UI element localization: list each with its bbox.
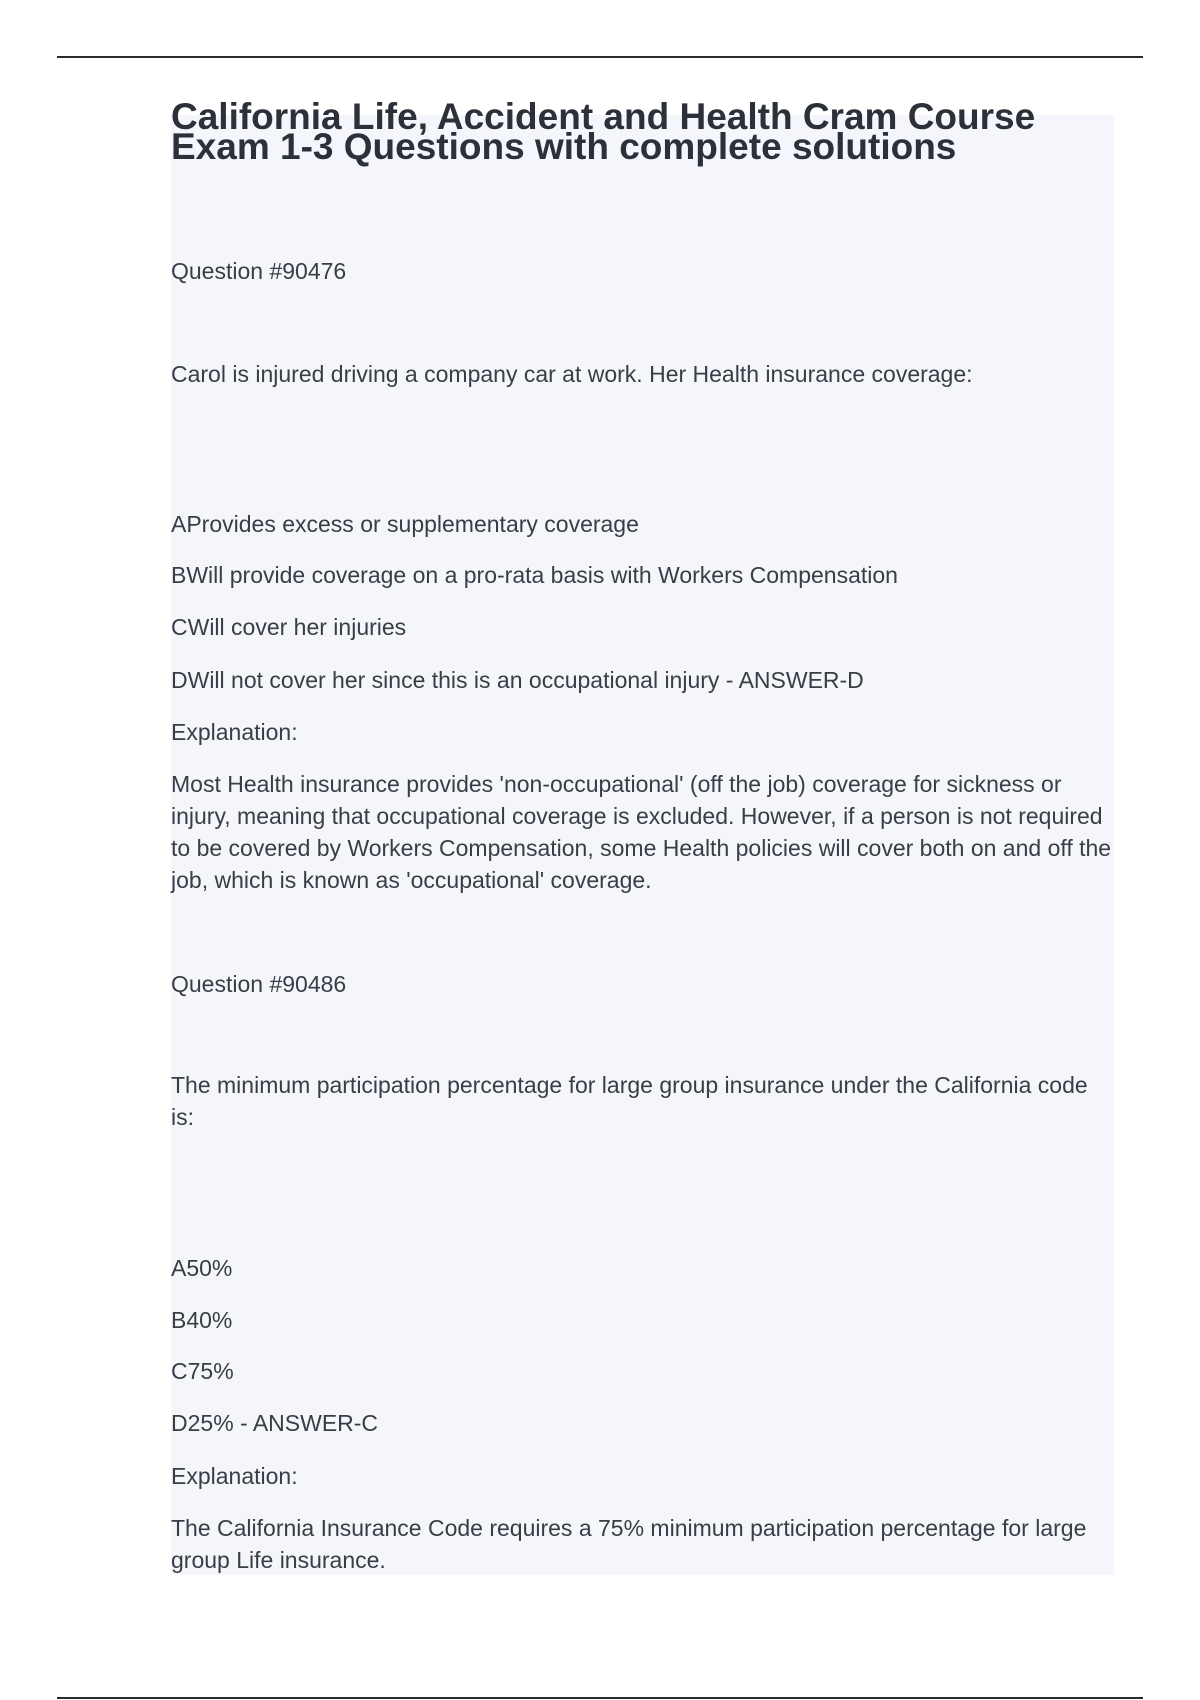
answer-option-c: CWill cover her injuries bbox=[171, 614, 407, 640]
explanation-label: Explanation: bbox=[171, 1463, 298, 1489]
answer-option-c: C75% bbox=[171, 1358, 234, 1384]
top-rule bbox=[57, 56, 1143, 58]
answer-option-d: DWill not cover her since this is an occupational injury - ANSWER-D bbox=[171, 667, 864, 693]
bottom-rule bbox=[57, 1697, 1143, 1699]
answer-option-a: AProvides excess or supplementary coverage bbox=[171, 511, 639, 537]
question-label: Question #90476 bbox=[171, 258, 347, 284]
answer-option-b: B40% bbox=[171, 1307, 233, 1333]
document-title: California Life, Accident and Health Cram Course Exam 1-3 Questions with complete solutions bbox=[171, 96, 1036, 167]
document-body bbox=[171, 96, 1121, 1573]
question-prompt: Carol is injured driving a company car at work. Her Health insurance coverage: bbox=[171, 361, 973, 387]
explanation-label: Explanation: bbox=[171, 719, 298, 745]
explanation-text: The California Insurance Code requires a 75% minimum participation percentage for large group Life insurance. bbox=[171, 1515, 1087, 1573]
question-label: Question #90486 bbox=[171, 971, 347, 997]
answer-option-d: D25% - ANSWER-C bbox=[171, 1410, 379, 1436]
explanation-text: Most Health insurance provides 'non-occupational' (off the job) coverage for sickness or injury, meaning that occupational coverage is excluded. However, if a person is not required to be covered by Workers Compensation, some Health policies will cover both on and off the job, which is known as 'occupational' coverage. bbox=[171, 771, 1112, 893]
question-prompt: The minimum participation percentage for large group insurance under the California code is: bbox=[171, 1072, 1088, 1130]
answer-option-a: A50% bbox=[171, 1255, 233, 1281]
answer-option-b: BWill provide coverage on a pro-rata basis with Workers Compensation bbox=[171, 562, 898, 588]
